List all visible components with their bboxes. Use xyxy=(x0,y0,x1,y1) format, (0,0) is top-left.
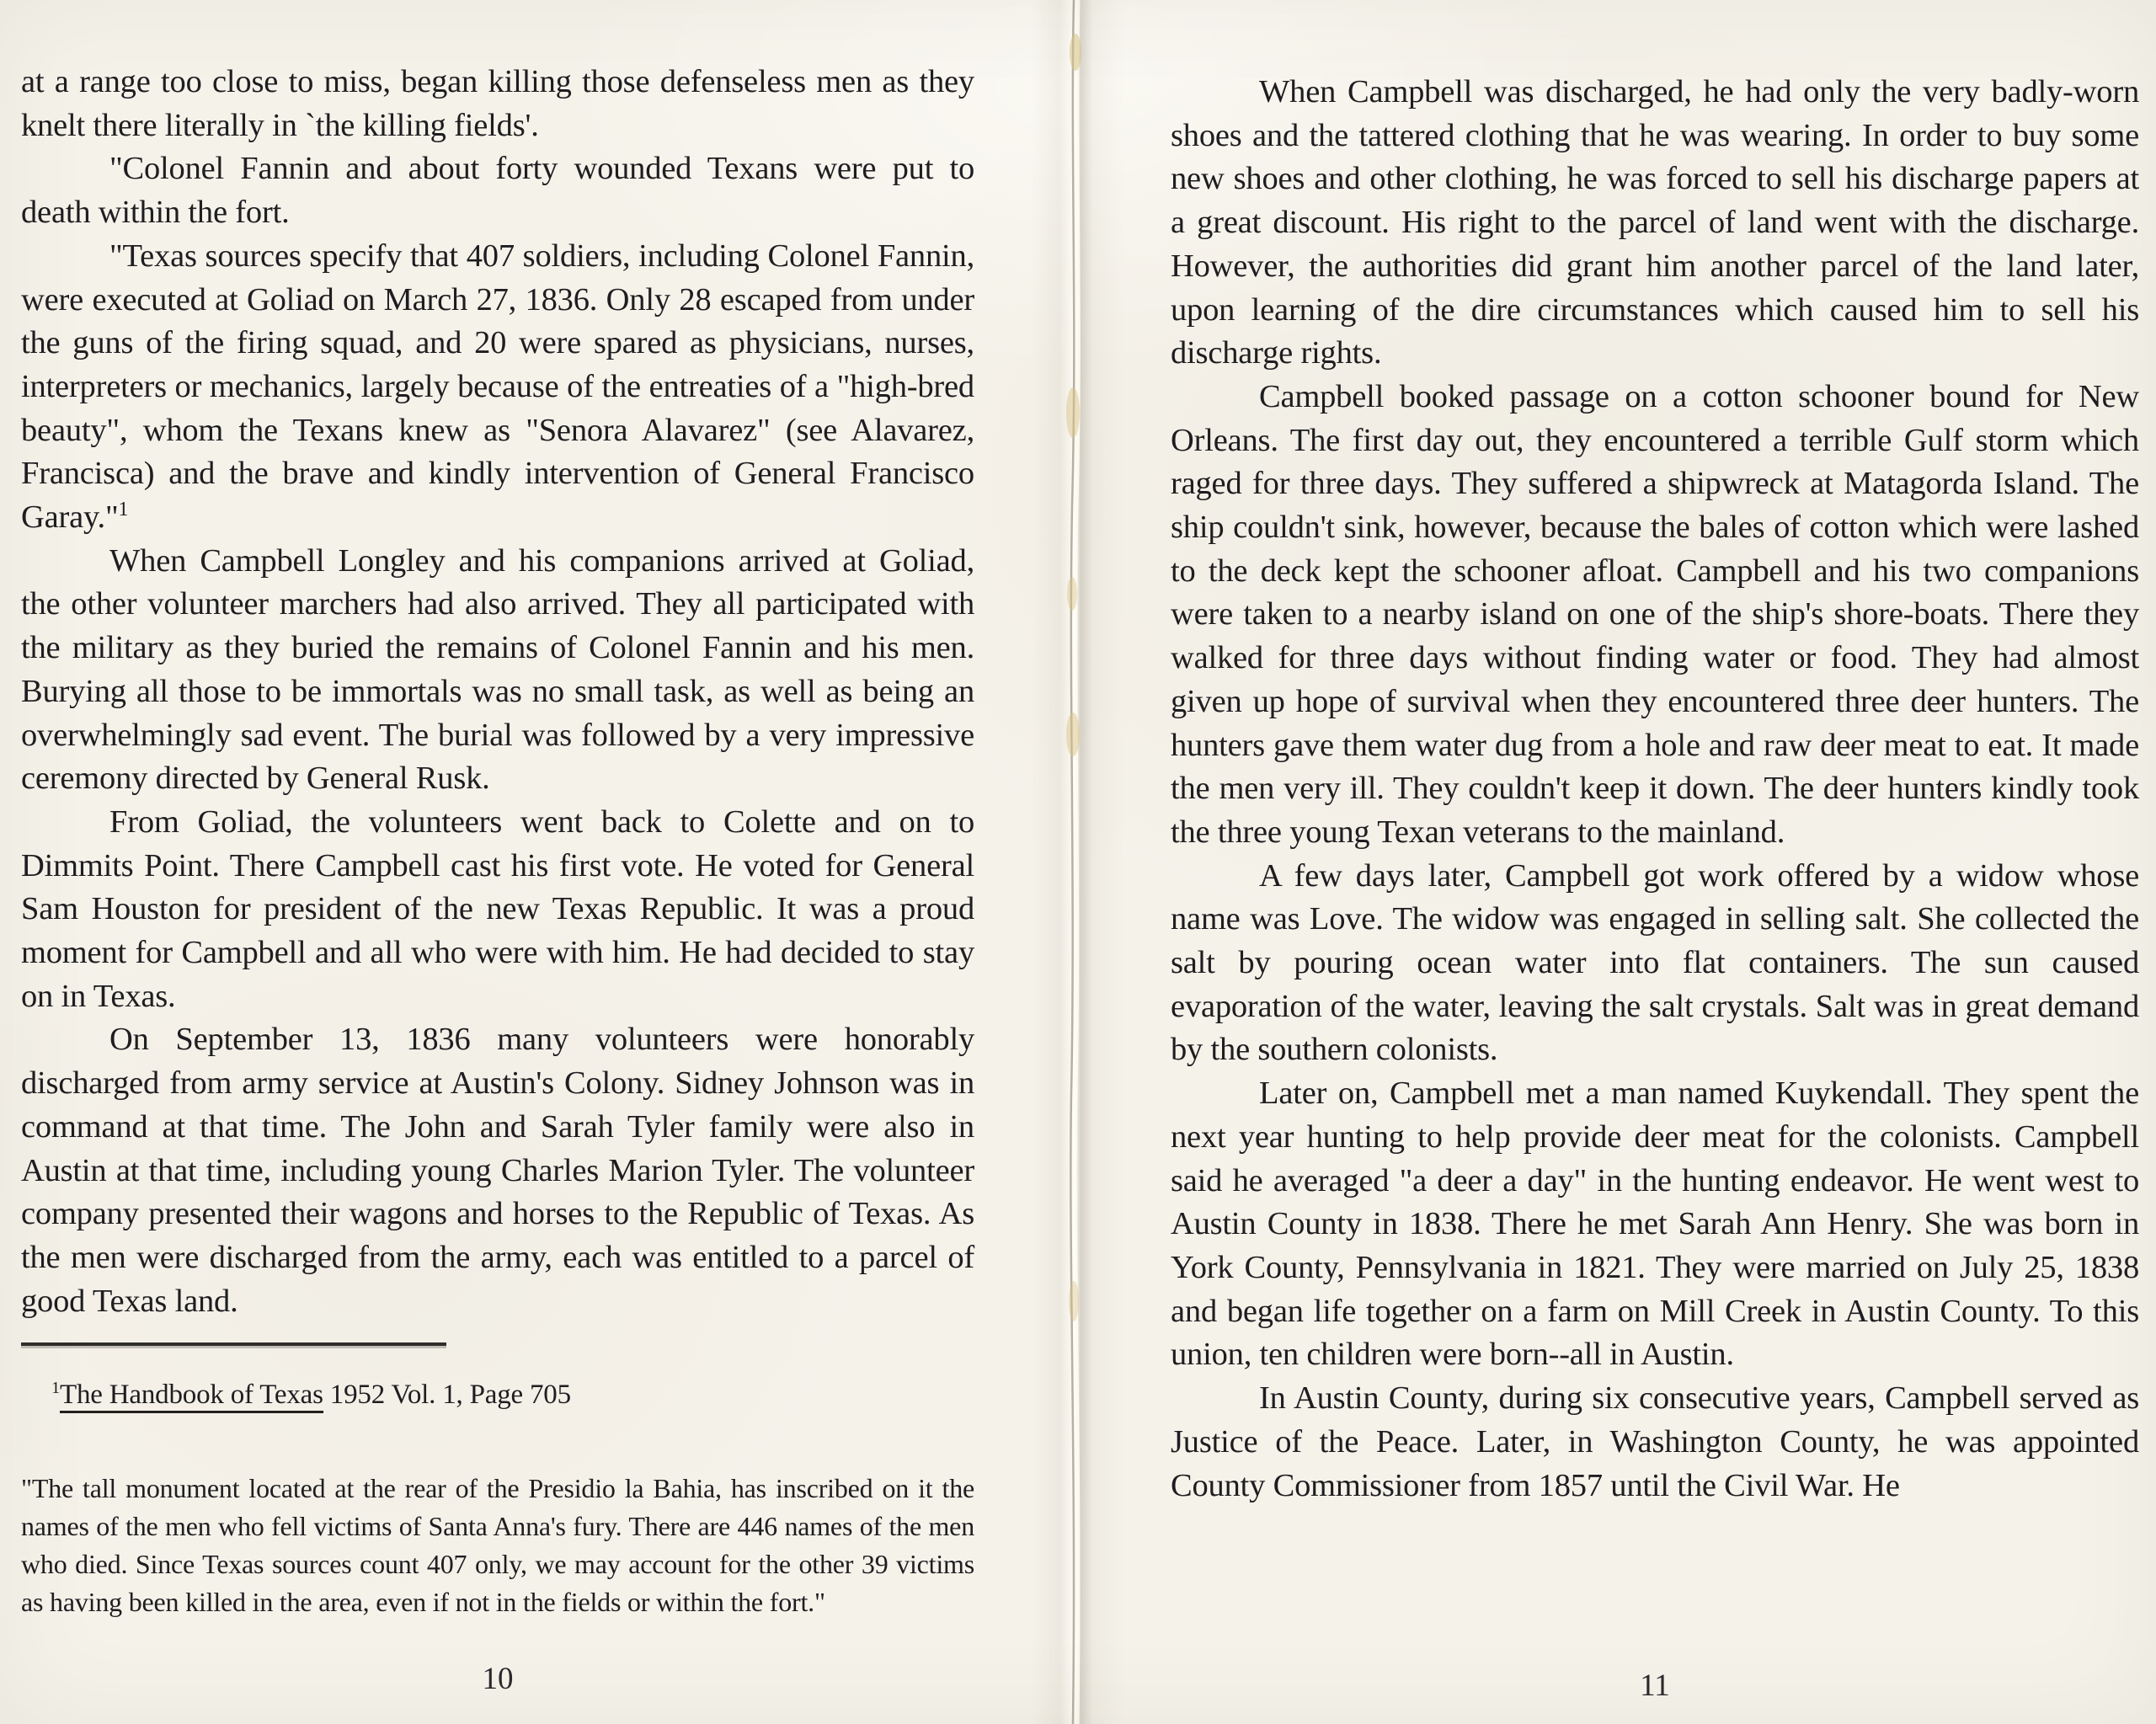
left-page-text xyxy=(21,61,974,1323)
paragraph xyxy=(21,801,974,1019)
paragraph-text: From Goliad, the volunteers went back to Colette and on to Dimmits Point. There Campbell cast his first vote. He voted for General Sam Houston for president of the new Texas Republic. It was a proud moment for Campbell and all who were with him. He had decided to stay on in Texas. xyxy=(21,803,974,1014)
paragraph-text: In Austin County, during six consecutive years, Campbell served as Justice of the Peace. Later, in Washington County, he was appointed County Commissioner from 1857 until the Civil War. He xyxy=(1171,1380,2139,1503)
paragraph-text: Later on, Campbell met a man named Kuykendall. They spent the next year hunting to help provide deer meat for the colonists. Campbell said he averaged "a deer a day" in the hunting endeavor. He went west to Austin County in 1838. There he met Sarah Ann Henry. She was born in York County, Pennsylvania in 1821. They were married on July 25, 1838 and began life together on a farm on Mill Creek in Austin County. To this union, ten children were born--all in Austin. xyxy=(1171,1075,2139,1373)
paragraph xyxy=(1171,71,2139,376)
paragraph xyxy=(21,147,974,234)
page-number-left: 10 xyxy=(482,1662,514,1696)
paragraph xyxy=(1171,1072,2139,1377)
footnote-reference xyxy=(21,1380,974,1411)
paragraph-text: Campbell booked passage on a cotton schooner bound for New Orleans. The first day out, they encountered a terrible Gulf storm which raged for three days. They suffered a shipwreck at Matagorda Island. The ship couldn't sink, however, because the bales of cotton which were lashed to the deck kept the schooner afloat. Campbell and his two companions were taken to a nearby island on one of the ship's shore-boats. There they walked for three days without finding water or food. They had almost given up hope of survival when they encountered three deer hunters. The hunters gave them water dug from a hole and raw deer meat to eat. It made the men very ill. They couldn't keep it down. The deer hunters kindly took the three young Texan veterans to the mainland. xyxy=(1171,378,2139,850)
footnote-marker: 1 xyxy=(118,499,129,521)
paragraph-text: When Campbell was discharged, he had only the very badly-worn shoes and the tattered clothing that he was wearing. In order to buy some new shoes and other clothing, he was forced to sell his discharge papers at a great discount. His right to the parcel of land went with the discharge. However, the authorities did grant him another parcel of the land later, upon learning of the dire circumstances which caused him to sell his discharge rights. xyxy=(1171,74,2139,371)
footnote-source-title: The Handbook of Texas xyxy=(60,1380,323,1413)
paragraph xyxy=(21,540,974,801)
crease-texture xyxy=(1032,0,1124,1724)
footnote-marker: 1 xyxy=(51,1379,61,1397)
paragraph xyxy=(1171,1377,2139,1508)
paragraph xyxy=(1171,376,2139,855)
footnote-divider-rule xyxy=(21,1342,446,1346)
right-page-text xyxy=(1171,71,2139,1508)
footnote-quotation: "The tall monument located at the rear of the Presidio la Bahia, has inscribed on it the names of the men who fell victims of Santa Anna's fury. There are 446 names of the men who died. Since Texas sources count 407 only, we may account for the other 39 victims as having been killed in the area, even if not in the fields or within the fort." xyxy=(21,1473,974,1617)
paragraph-text: at a range too close to miss, began killing those defenseless men as they knelt there literally in `the killing fields'. xyxy=(21,64,974,143)
paragraph-text: "Colonel Fannin and about forty wounded Texans were put to death within the fort. xyxy=(21,151,974,231)
footnote-source-detail: 1952 Vol. 1, Page 705 xyxy=(323,1380,571,1410)
paragraph-text: A few days later, Campbell got work offered by a widow whose name was Love. The widow was engaged in selling salt. She collected the salt by pouring ocean water into flat containers. The sun caused evaporation of the water, leaving the salt crystals. Salt was in great demand by the southern colonists. xyxy=(1171,857,2139,1068)
paragraph-text: "Texas sources specify that 407 soldiers, including Colonel Fannin, were executed at Goliad on March 27, 1836. Only 28 escaped from under the guns of the firing squad, and 20 were spared as physicians, nurses, interpreters or mechanics, largely because of the entreaties of a "high-bred beauty", whom the Texans knew as "Senora Alavarez" (see Alavarez, Francisca) and the brave and kindly intervention of General Francisco Garay." xyxy=(21,238,974,536)
page-gutter-crease xyxy=(1032,0,1124,1724)
paragraph xyxy=(21,235,974,540)
paragraph xyxy=(21,1018,974,1323)
paragraph-text: On September 13, 1836 many volunteers were honorably discharged from army service at Austin's Colony. Sidney Johnson was in command at that time. The John and Sarah Tyler family were also in Austin at that time, including young Charles Marion Tyler. The volunteer company presented their wagons and horses to the Republic of Texas. As the men were discharged from the army, each was entitled to a parcel of good Texas land. xyxy=(21,1022,974,1319)
paragraph xyxy=(1171,855,2139,1073)
paragraph xyxy=(21,61,974,147)
paragraph-text: When Campbell Longley and his companions arrived at Goliad, the other volunteer marchers had also arrived. They all participated with the military as they buried the remains of Colonel Fannin and his men. Burying all those to be immortals was no small task, as well as being an overwhelmingly sad event. The burial was followed by a very impressive ceremony directed by General Rusk. xyxy=(21,542,974,797)
page-number-right: 11 xyxy=(1640,1668,1670,1703)
